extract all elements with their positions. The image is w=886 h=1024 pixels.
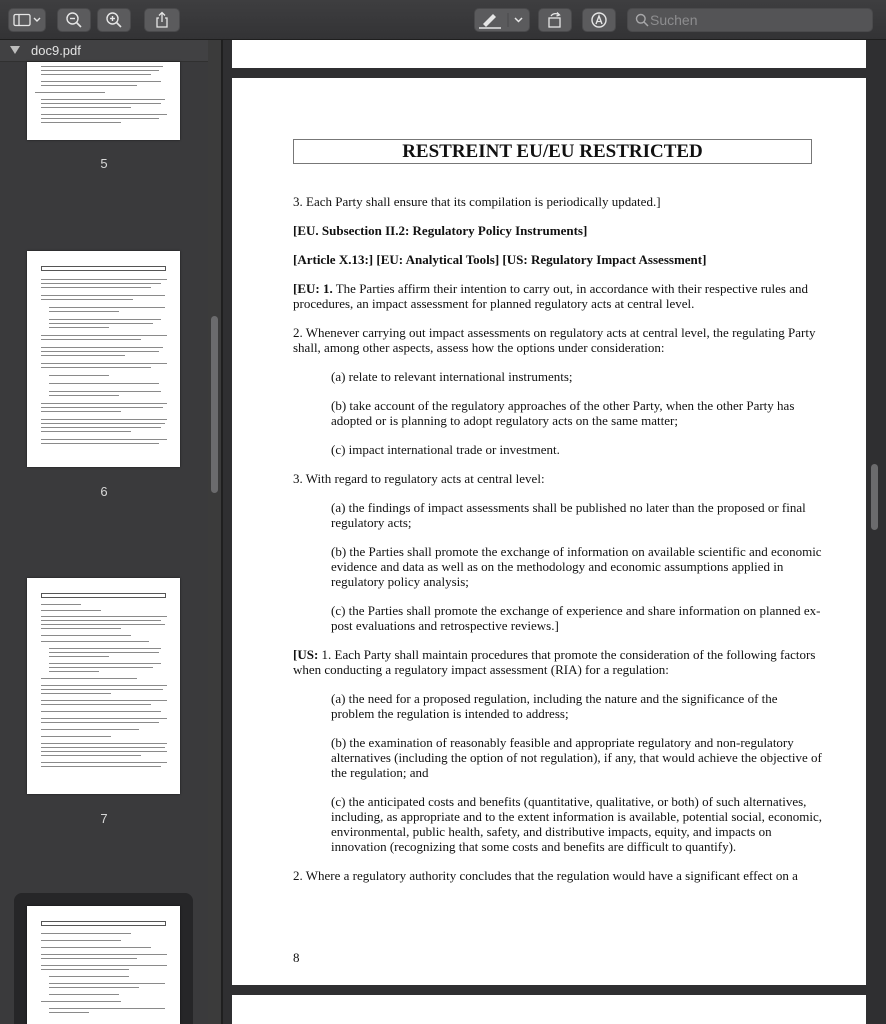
paragraph: [US: 1. Each Party shall maintain procedures that promote the consideration of the following factors when conducting a regulatory impact assessment (RIA) for a regulation: xyxy=(293,647,816,677)
list-item: (a) the findings of impact assessments shall be published no later than the proposed or final regulatory acts; xyxy=(331,500,806,530)
annotate-icon xyxy=(590,11,608,29)
sidebar-icon xyxy=(12,13,42,27)
rotate-icon xyxy=(545,11,565,29)
paragraph: [EU: 1. The Parties affirm their intention to carry out, in accordance with their respective rules and procedures, an impact assessment for planned regulatory acts at central level. xyxy=(293,281,809,311)
paragraph: 3. With regard to regulatory acts at central level: xyxy=(293,471,545,486)
thumbnail-sidebar xyxy=(0,40,208,1024)
markup-pen-icon xyxy=(475,11,529,29)
search-icon xyxy=(635,13,649,27)
zoom-out-button[interactable] xyxy=(57,8,91,32)
page-thumbnail-6[interactable] xyxy=(27,251,180,467)
paragraph: 2. Where a regulatory authority concludes that the regulation would have a significant effect on a xyxy=(293,868,798,883)
classification-header: RESTREINT EU/EU RESTRICTED xyxy=(293,139,812,164)
page-thumbnail-7[interactable] xyxy=(27,578,180,794)
list-item: (c) impact international trade or investment. xyxy=(331,442,560,457)
section-heading: [EU. Subsection II.2: Regulatory Policy Instruments] xyxy=(293,223,588,238)
article-heading: [Article X.13:] [EU: Analytical Tools] [US: Regulatory Impact Assessment] xyxy=(293,252,707,267)
markup-button[interactable] xyxy=(474,8,530,32)
zoom-out-icon xyxy=(65,11,83,29)
paragraph: 3. Each Party shall ensure that its compilation is periodically updated.] xyxy=(293,194,661,209)
thumbnail-page-number: 6 xyxy=(100,484,108,499)
list-item: (a) the need for a proposed regulation, including the nature and the significance of the problem the regulation is intended to address; xyxy=(331,691,778,721)
page-thumbnail-8[interactable] xyxy=(27,906,180,1024)
zoom-in-button[interactable] xyxy=(97,8,131,32)
sidebar-scrollbar[interactable] xyxy=(211,316,218,493)
paragraph: 2. Whenever carrying out impact assessments on regulatory acts at central level, the regulating Party shall, among other aspects, assess how the options under consideration: xyxy=(293,325,816,355)
list-item: (b) take account of the regulatory approaches of the other Party, when the other Party has adopted or is planning to adopt regulatory acts on the same matter; xyxy=(331,398,795,428)
list-item: (c) the Parties shall promote the exchange of experience and share information on planned ex-post evaluations and retrospective reviews.] xyxy=(331,603,821,633)
list-item: (c) the anticipated costs and benefits (quantitative, qualitative, or both) of such alternatives, including, as appropriate and to the extent information is available, potential social, economic, environmental, public health, safety, and distributive impacts, equity, and impacts on innovation (recognizing that some costs and benefits are difficult to quantify). xyxy=(331,794,822,854)
annotate-button[interactable] xyxy=(582,8,616,32)
document-view[interactable] xyxy=(223,40,886,1024)
page-content xyxy=(293,194,823,897)
list-item: (b) the Parties shall promote the exchange of information on available scientific and economic evidence and data as well as on the methodology and economic assumptions applied in regulatory policy analysis; xyxy=(331,544,822,589)
toolbar xyxy=(0,0,886,40)
next-page-fragment xyxy=(232,995,866,1024)
share-button[interactable] xyxy=(144,8,180,32)
sidebar-toggle-button[interactable] xyxy=(8,8,46,32)
list-item: (b) the examination of reasonably feasible and appropriate regulatory and non-regulatory alternatives (including the option of not regulation), if any, that would achieve the objective of the regulation; and xyxy=(331,735,822,780)
thumbnail-page-number: 5 xyxy=(100,156,108,171)
document-page xyxy=(232,78,866,985)
zoom-in-icon xyxy=(105,11,123,29)
thumbnail-page-number: 7 xyxy=(100,811,108,826)
list-item: (a) relate to relevant international instruments; xyxy=(331,369,573,384)
rotate-button[interactable] xyxy=(538,8,572,32)
document-entry[interactable] xyxy=(0,40,208,62)
search-input[interactable] xyxy=(650,11,865,29)
document-file-name: doc9.pdf xyxy=(31,43,81,58)
document-scrollbar[interactable] xyxy=(871,464,878,530)
previous-page-fragment xyxy=(232,40,866,68)
page-thumbnail-5[interactable] xyxy=(27,62,180,140)
search-field[interactable] xyxy=(627,8,873,32)
page-number: 8 xyxy=(293,950,300,965)
disclosure-triangle-icon[interactable] xyxy=(10,46,20,55)
share-icon xyxy=(154,11,170,29)
